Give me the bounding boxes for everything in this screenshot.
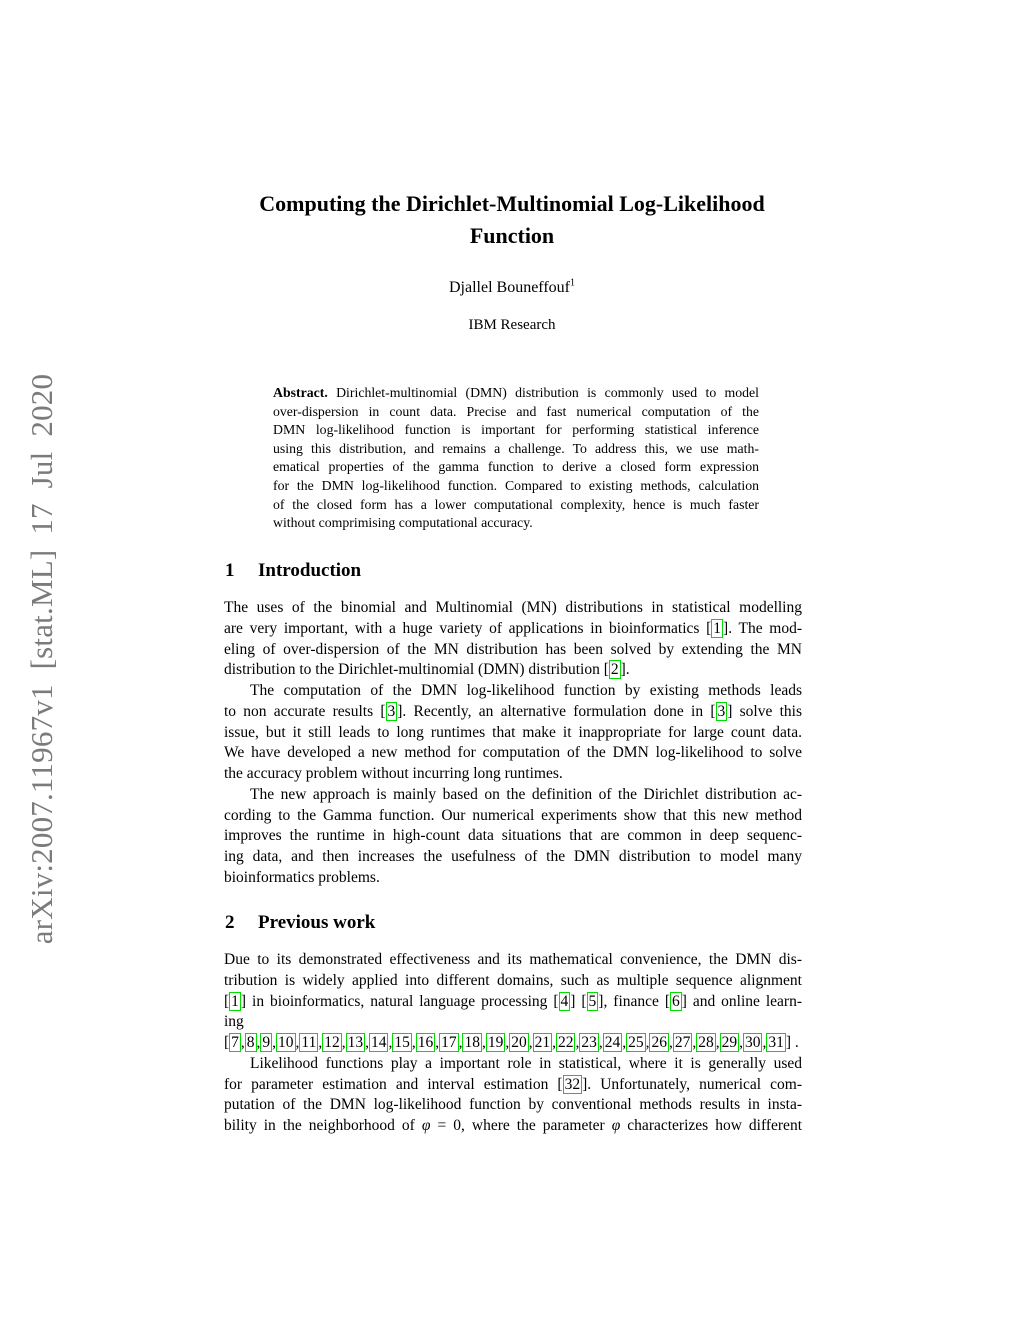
citation-link[interactable]: 5 xyxy=(588,992,597,1010)
text-line: without comprimising computational accuracy. xyxy=(273,515,533,531)
author-footnote-marker: 1 xyxy=(570,277,575,289)
text-line: issue, but it still leads to long runtimes that make it inappropriate for large count data. xyxy=(224,723,802,741)
citation-link[interactable]: 14 xyxy=(370,1034,387,1051)
paragraph xyxy=(224,1054,802,1137)
section-label: Previous work xyxy=(258,912,376,933)
citation-link[interactable]: 1 xyxy=(231,992,239,1010)
citation-link[interactable]: 9 xyxy=(262,1034,271,1051)
section-number: 1 xyxy=(225,560,235,581)
affiliation: IBM Research xyxy=(468,317,556,333)
text-line: for parameter estimation and interval estimation [ 32 ]. Unfortunately, numerical com- xyxy=(224,1075,803,1093)
text-line: The new approach is mainly based on the definition of the Dirichlet distribution ac- xyxy=(250,785,802,803)
paper-title-line2: Function xyxy=(469,223,555,248)
text-line: Due to its demonstrated effectiveness and its mathematical convenience, the DMN dis- xyxy=(224,951,802,968)
text-line: Likelihood functions play a important role in statistical, where it is generally used xyxy=(250,1054,802,1072)
text-line: cording to the Gamma function. Our numerical experiments show that this new method xyxy=(224,806,802,824)
citation-link[interactable]: 25 xyxy=(628,1034,644,1051)
abstract-block xyxy=(273,384,759,533)
citation-link[interactable]: 23 xyxy=(581,1034,597,1051)
citation-link[interactable]: 11 xyxy=(301,1034,317,1051)
author-name-text: Djallel Bouneffouf xyxy=(448,279,570,296)
citation-link[interactable]: 10 xyxy=(278,1034,294,1051)
text-line: ematical properties of the gamma function to derive a closed form expression xyxy=(273,459,759,475)
citation-link[interactable]: 19 xyxy=(487,1034,504,1051)
paragraph xyxy=(224,681,802,785)
text-line: of the closed form has a lower computational complexity, hence is much faster xyxy=(273,496,759,512)
citation-link[interactable]: 8 xyxy=(246,1034,255,1051)
text-line: The uses of the binomial and Multinomial (MN) distributions in statistical modelling xyxy=(224,599,802,616)
citation-link[interactable]: 32 xyxy=(564,1075,581,1093)
citation-link[interactable]: 15 xyxy=(394,1034,410,1051)
section-heading-introduction xyxy=(225,560,361,582)
paper-title-line1: Computing the Dirichlet-Multinomial Log-Likelihood xyxy=(259,191,765,216)
text-line: for the DMN log-likelihood function. Compared to existing methods, calculation xyxy=(273,477,759,493)
citation-link[interactable]: 29 xyxy=(721,1034,738,1051)
citation-link[interactable]: 24 xyxy=(604,1034,621,1051)
citation-link[interactable]: 2 xyxy=(610,661,619,679)
citation-link[interactable]: 4 xyxy=(560,992,569,1010)
section-number: 2 xyxy=(225,912,235,933)
text-line: The computation of the DMN log-likelihood function by existing methods leads xyxy=(250,682,802,699)
paper-title xyxy=(0,188,1024,252)
citation-link[interactable]: 27 xyxy=(674,1034,691,1051)
text-line: [ 1 ] in bioinformatics, natural language processing [ 4 ] [ 5 ], finance [ 6 ] and online learn- xyxy=(224,992,803,1010)
text-line: the accuracy problem without incurring long runtimes. xyxy=(224,765,563,782)
text-line: ing data, and then increases the usefulness of the DMN distribution to model many xyxy=(224,848,802,865)
citation-link[interactable]: 30 xyxy=(744,1034,761,1051)
paragraph xyxy=(273,384,759,533)
text-line: eling of over-dispersion of the MN distribution has been solved by extending the MN xyxy=(224,640,802,658)
citation-link[interactable]: 1 xyxy=(713,619,722,637)
citation-link[interactable]: 7 xyxy=(231,1034,239,1051)
text-line: over-dispersion in count data. Precise and fast numerical computation of the xyxy=(273,403,759,419)
citation-link[interactable]: 3 xyxy=(717,702,726,720)
citation-link[interactable]: 28 xyxy=(698,1034,714,1051)
citation-link[interactable]: 26 xyxy=(651,1034,667,1051)
text-line: tribution is widely applied into different domains, such as multiple sequence alignment xyxy=(224,971,802,989)
citation-link[interactable]: 16 xyxy=(417,1034,434,1051)
text-line: distribution to the Dirichlet-multinomial (DMN) distribution [ 2 ]. xyxy=(224,661,630,679)
paragraph xyxy=(224,785,802,889)
text-line: to non accurate results [ 3 ]. Recently, an alternative formulation done in [ 3 ] solve this xyxy=(224,702,803,720)
arxiv-watermark: arXiv:2007.11967v1 [stat.ML] 17 Jul 2020 xyxy=(24,373,59,945)
text-line: ing [ 7 , 8 , 9 , 10 , 11 , 12 , 13 , 14 , 15 , 16 , 17 , 18 , 19 , 20 , 21 , 22 , 23 , 24 , 25 , 26 , 27 , 28 , 29 , 30 , 31 ] . xyxy=(224,1013,799,1051)
section-heading-previous-work xyxy=(225,912,375,934)
citation-link[interactable]: 17 xyxy=(441,1034,457,1051)
text-line: Abstract. Dirichlet-multinomial (DMN) distribution is commonly used to model xyxy=(273,385,759,400)
section-body-introduction xyxy=(224,598,802,889)
section-label: Introduction xyxy=(258,560,362,581)
citation-link[interactable]: 18 xyxy=(464,1034,480,1051)
citation-link[interactable]: 12 xyxy=(324,1034,340,1051)
author-name xyxy=(0,279,1024,297)
citation-link[interactable]: 31 xyxy=(768,1034,784,1051)
text-line: bioinformatics problems. xyxy=(224,868,380,886)
citation-link[interactable]: 20 xyxy=(511,1034,527,1051)
text-line: are very important, with a huge variety of applications in bioinformatics [ 1 ]. The mod- xyxy=(224,619,802,637)
citation-link[interactable]: 21 xyxy=(534,1034,551,1051)
section-body-previous-work xyxy=(224,950,802,1137)
citation-link[interactable]: 13 xyxy=(347,1034,364,1051)
text-line: We have developed a new method for computation of the DMN log-likelihood to solve xyxy=(224,744,802,762)
text-line: using this distribution, and remains a challenge. To address this, we use math- xyxy=(273,440,759,456)
text-line: putation of the DMN log-likelihood function by conventional methods results in insta- xyxy=(224,1096,802,1114)
citation-link[interactable]: 22 xyxy=(557,1034,574,1051)
citation-link[interactable]: 3 xyxy=(387,702,396,720)
text-line: bility in the neighborhood of φ = 0, where the parameter φ characterizes how different xyxy=(224,1117,802,1134)
paragraph xyxy=(224,598,802,681)
text-line: DMN log-likelihood function is important for performing statistical inference xyxy=(273,422,759,438)
text-line: improves the runtime in high-count data situations that are common in deep sequenc- xyxy=(224,827,802,845)
citation-link[interactable]: 6 xyxy=(672,992,680,1010)
paragraph xyxy=(224,950,802,1054)
